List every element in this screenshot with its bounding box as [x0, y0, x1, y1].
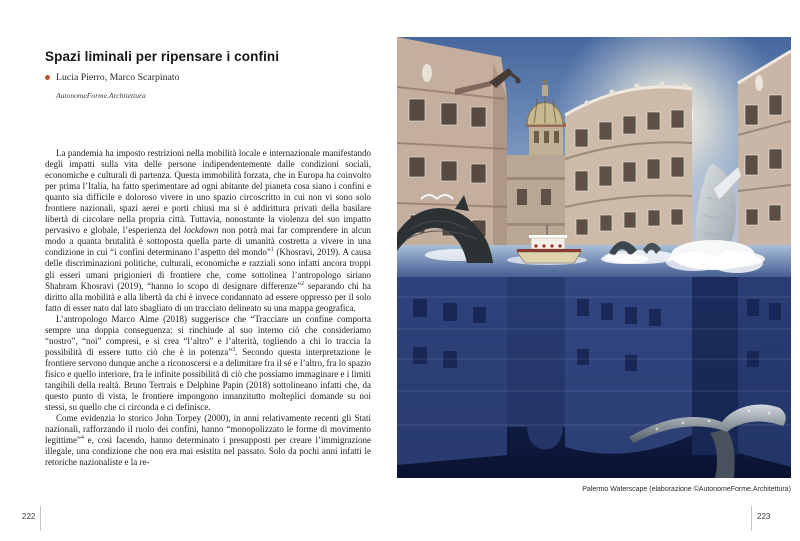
folio-rule-left	[40, 506, 41, 531]
building-right-statue	[755, 75, 763, 91]
page-number-right: 223	[757, 512, 771, 521]
palermo-waterscape-art	[397, 37, 791, 478]
body-paragraph: L’antropologo Marco Aime (2018) suggerisce che “Tracciare un confine comporta sempre una doppia conseguenza: si rinchiude al suo interno ciò che consideriamo “nostro”, “noi” compresi, e si crea “l’altro” e l’alterità, togliendo a chi lo traccia la possibilità di essere tutto ciò che è in potenza”$^3$. Secondo questa interpretazione le frontiere servono dunque anche a riconoscersi e a delimitare fra il sé e l’altro, fra lo spazio fisico e quello interiore, fra le infinite possibilità di ciò che possiamo immaginare e i limiti tangibili della realtà. Bruno Tertrais e Delphine Papin (2018) sottolineano infatti che, da questo punto di vista, le frontiere impongono innanzitutto molteplici domande su noi stessi, su quello che ci circonda e ci definisce.	[45, 313, 372, 413]
folio-rule-right	[751, 506, 752, 531]
building-left-statue	[422, 64, 432, 82]
page-title: Spazi liminali per ripensare i confini	[45, 49, 280, 65]
body-text	[45, 148, 371, 468]
body-paragraph: La pandemia ha imposto restrizioni nella mobilità locale e internazionale manifestando degli impatti sulla vita delle persone indipendentemente dalle condizioni sociali, economiche e culturali di partenza. Questa immobilità forzata, che in Europa ha coinvolto per prima l’Italia, ha fatto sperimentare ad ogni abitante del pianeta cosa siano i confini e quanto sia difficile e doloroso vivere in uno spazio circoscritto in cui non vi sono solo frontiere nazionali, spazi aerei e porti chiusi ma si è addirittura privati della basilare libertà di circolare nella propria città. Tuttavia, nonostante la violenza del suo impatto pervasivo e globale, l’esperienza del lockdown non potrà mai far comprendere in alcun modo a quanta brutalità è sottoposta quella parte di umanità costretta a vivere in una condizione in cui “i confini determinano l’aspetto del mondo”$^1$ (Khosravi, 2019). A causa delle discriminazioni politiche, culturali, economiche e razziali sono infatti ancora troppi gli esseri umani prigionieri di frontiere che, come sottolinea l’antropologo siriano Shahram Khosravi (2019), “hanno lo scopo di designare differenze”$^2$ separando chi ha diritto alla mobilità e alla libertà da chi è invece condannato ad essere oppresso per il solo fatto di esser nato dal lato sbagliato di un tracciato delineato su una mappa geografica.	[45, 148, 372, 313]
building-center	[565, 81, 692, 259]
author-row	[45, 72, 180, 83]
underwater-reflections	[397, 277, 791, 467]
palermo-waterscape-figure	[397, 37, 791, 478]
building-right	[738, 51, 791, 259]
author-bullet-icon	[45, 75, 50, 80]
author-names: Lucia Pierro, Marco Scarpinato	[56, 72, 180, 83]
body-paragraph: Come evidenzia lo storico John Torpey (2000), in anni relativamente recenti gli Stati nazionali, rafforzando il ruolo dei confini, hanno “monopolizzato le forme di movimento legittime”$^4$ e, così facendo, hanno determinato i presupposti per creare l’immigrazione illegale, una condizione che non era mai esistita nel passato. Solo da pochi anni infatti le retoriche nazionaliste e la re-	[45, 413, 371, 468]
affiliation: AutonomeForme.Architettura	[56, 91, 146, 100]
figure-caption: Palermo Waterscape (elaborazione ©AutonomeForme.Architettura)	[582, 486, 791, 493]
page-number-left: 222	[22, 512, 36, 521]
